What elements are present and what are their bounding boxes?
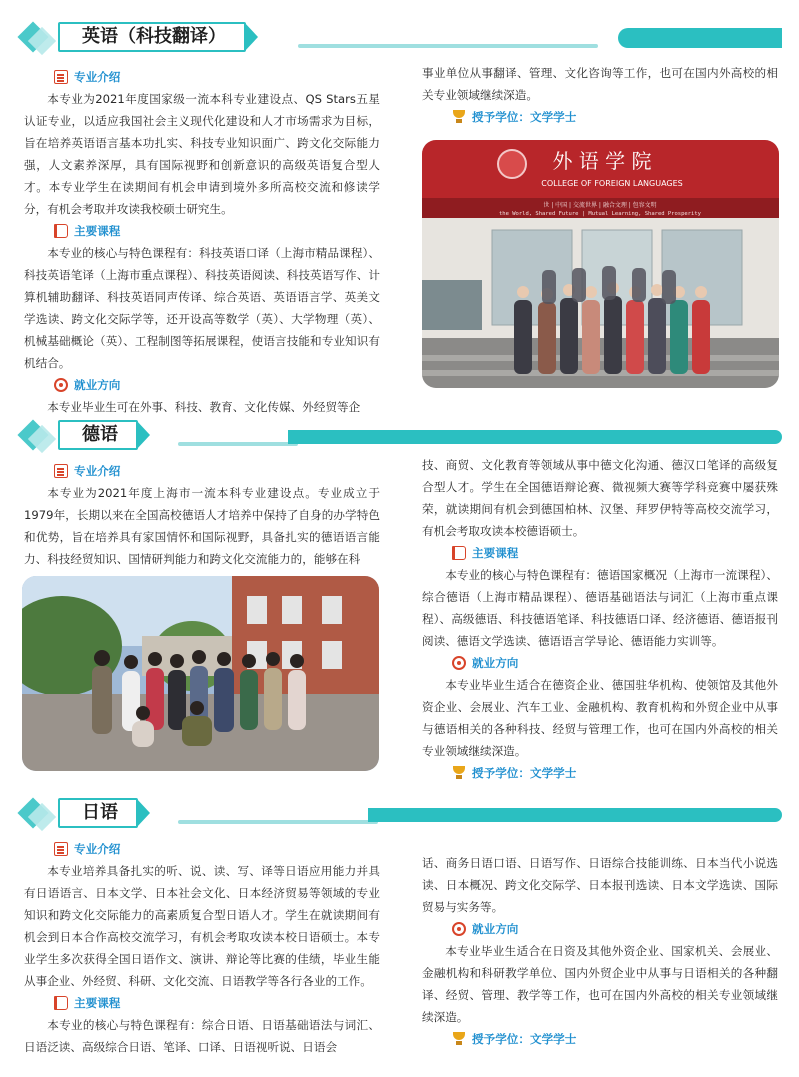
right-column: [422, 62, 778, 128]
left-column: [24, 460, 380, 570]
trophy-icon: [452, 1032, 466, 1046]
header-decor-tab: [618, 28, 782, 48]
courses-text: 本专业的核心与特色课程有：综合日语、日语基础语法与词汇、日语泛读、高级综合日语、笔译、口译、日语视听说、日语会: [24, 1018, 380, 1054]
degree-line: 授予学位：文学学士: [452, 1028, 778, 1050]
target-icon: [452, 656, 466, 670]
intro-text: 本专业培养具备扎实的听、说、读、写、译等日语应用能力并具有日语语言、日本文学、日本社会文化、日本经济贸易等领域的专业知识和跨文化交际能力的高素质复合型日语人才。学生在就读期间有机会到日本合作高校交流学习，有机会考取攻读本校日语硕士。本专业学生多次获得全国日语作文、演讲、辩论等比赛的佳绩，毕业生能从事企业、外经贸、科研、文化交流、日语教学等各行各业的工作。: [24, 864, 380, 988]
career-text-cont: 事业单位从事翻译、管理、文化咨询等工作，也可在国内外高校的相关专业领域继续深造。: [422, 66, 778, 102]
career-heading: 就业方向: [452, 918, 778, 940]
target-icon: [54, 378, 68, 392]
header-decor-line: [178, 820, 378, 824]
courses-heading: 主要课程: [452, 542, 778, 564]
book-icon: [54, 996, 68, 1010]
career-text: 本专业毕业生可在外事、科技、教育、文化传媒、外经贸等企: [47, 400, 361, 414]
book-icon: [452, 546, 466, 560]
section-title: 英语（科技翻译）: [58, 22, 246, 52]
section-english: [0, 18, 799, 414]
career-heading: 就业方向: [54, 374, 380, 396]
document-icon: [54, 464, 68, 478]
section-header: [18, 18, 782, 62]
career-heading: 就业方向: [452, 652, 778, 674]
document-icon: [54, 70, 68, 84]
header-decor-line: [178, 442, 298, 446]
courses-heading: 主要课程: [54, 992, 380, 1014]
intro-text: 本专业为2021年度上海市一流本科专业建设点。专业成立于1979年，长期以来在全国高校德语人才培养中保持了自身的办学特色和优势，旨在培养具有家国情怀和国际视野，具备扎实的德语语言能力、科技经贸知识、国情研判能力和跨文化交流能力的，能够在科: [24, 486, 380, 566]
header-decor-bar: [368, 808, 782, 822]
college-building-photo: [422, 140, 779, 388]
right-column: [422, 454, 778, 784]
degree-line: 授予学位：文学学士: [452, 762, 778, 784]
section-title: 德语: [58, 420, 138, 450]
section-header: [18, 794, 782, 838]
book-icon: [54, 224, 68, 238]
career-text: 本专业毕业生适合在日资及其他外资企业、国家机关、会展业、金融机构和科研教学单位、国内外贸企业中从事与日语相关的各种翻译、经贸、管理、教学等工作，也可在国内外高校的相关专业领域继续深造。: [422, 944, 778, 1024]
section-title: 日语: [58, 798, 138, 828]
students-photo: [22, 576, 379, 771]
target-icon: [452, 922, 466, 936]
courses-heading: 主要课程: [54, 220, 380, 242]
left-column: [24, 66, 380, 418]
career-text: 本专业毕业生适合在德资企业、德国驻华机构、使领馆及其他外资企业、会展业、汽车工业、金融机构、教育机构和外贸企业中从事与德语相关的各种科技、经贸与管理工作，也可在国内外高校的相关专业领域继续深造。: [422, 678, 778, 758]
left-column: [24, 838, 380, 1058]
header-decor-line: [298, 44, 598, 48]
degree-line: 授予学位：文学学士: [452, 106, 778, 128]
header-decor-bar: [288, 430, 782, 444]
courses-text: 本专业的核心与特色课程有：德语国家概况（上海市一流课程）、综合德语（上海市精品课程）、德语基础语法与词汇（上海市重点课程）、高级德语、科技德语笔译、科技德语口译、经济德语、德语报刊阅读、德语文学选读、德语语言学导论、德语能力实训等。: [422, 568, 778, 648]
section-german: [0, 416, 799, 780]
courses-text-cont: 话、商务日语口语、日语写作、日语综合技能训练、日本当代小说选读、日本概况、跨文化交际学、日本报刊选读、日本文学选读、国际贸易与实务等。: [422, 856, 778, 914]
sign-cn: 外 语 学 院: [552, 149, 652, 173]
sign-en: COLLEGE OF FOREIGN LANGUAGES: [541, 179, 683, 188]
document-icon: [54, 842, 68, 856]
intro-text-cont: 技、商贸、文化教育等领域从事中德文化沟通、德汉口笔译的高级复合型人才。学生在全国德语辩论赛、微视频大赛等学科竞赛中屡获殊荣，就读期间有机会到德国柏林、汉堡、拜罗伊特等高校交流学习，有机会考取攻读本校德语硕士。: [422, 458, 778, 538]
intro-heading: 专业介绍: [54, 460, 380, 482]
trophy-icon: [452, 766, 466, 780]
slogan-cn: 世 | 中国 | 交流世界 | 融合文理 | 包容文明: [543, 202, 657, 209]
right-column: [422, 852, 778, 1050]
intro-text: 本专业为2021年度国家级一流本科专业建设点、QS Stars五星认证专业，以适应我国社会主义现代化建设和人才市场需求为目标，旨在培养英语语言基本功扎实、科技专业知识面广、跨文化交际能力强，人文素养深厚，具有国际视野和创新意识的高级英语复合型人才。本专业学生在读期间有机会申请到境外多所高校交流和修读学分，有机会考取并攻读我校硕士研究生。: [24, 92, 380, 216]
intro-heading: 专业介绍: [54, 66, 380, 88]
courses-text: 本专业的核心与特色课程有：科技英语口译（上海市精品课程）、科技英语笔译（上海市重点课程）、科技英语阅读、科技英语写作、计算机辅助翻译、科技英语同声传译、综合英语、英语语言学、英美文学选读、跨文化交际学等，还开设高等数学（英）、大学物理（英）、机械基础概论（英）、工程制图等拓展课程，使语言技能和专业知识有机结合。: [24, 246, 380, 370]
section-japanese: [0, 794, 799, 1054]
trophy-icon: [452, 110, 466, 124]
slogan-en: the World, Shared Future | Mutual Learning, Shared Prosperity: [499, 211, 701, 217]
intro-heading: 专业介绍: [54, 838, 380, 860]
